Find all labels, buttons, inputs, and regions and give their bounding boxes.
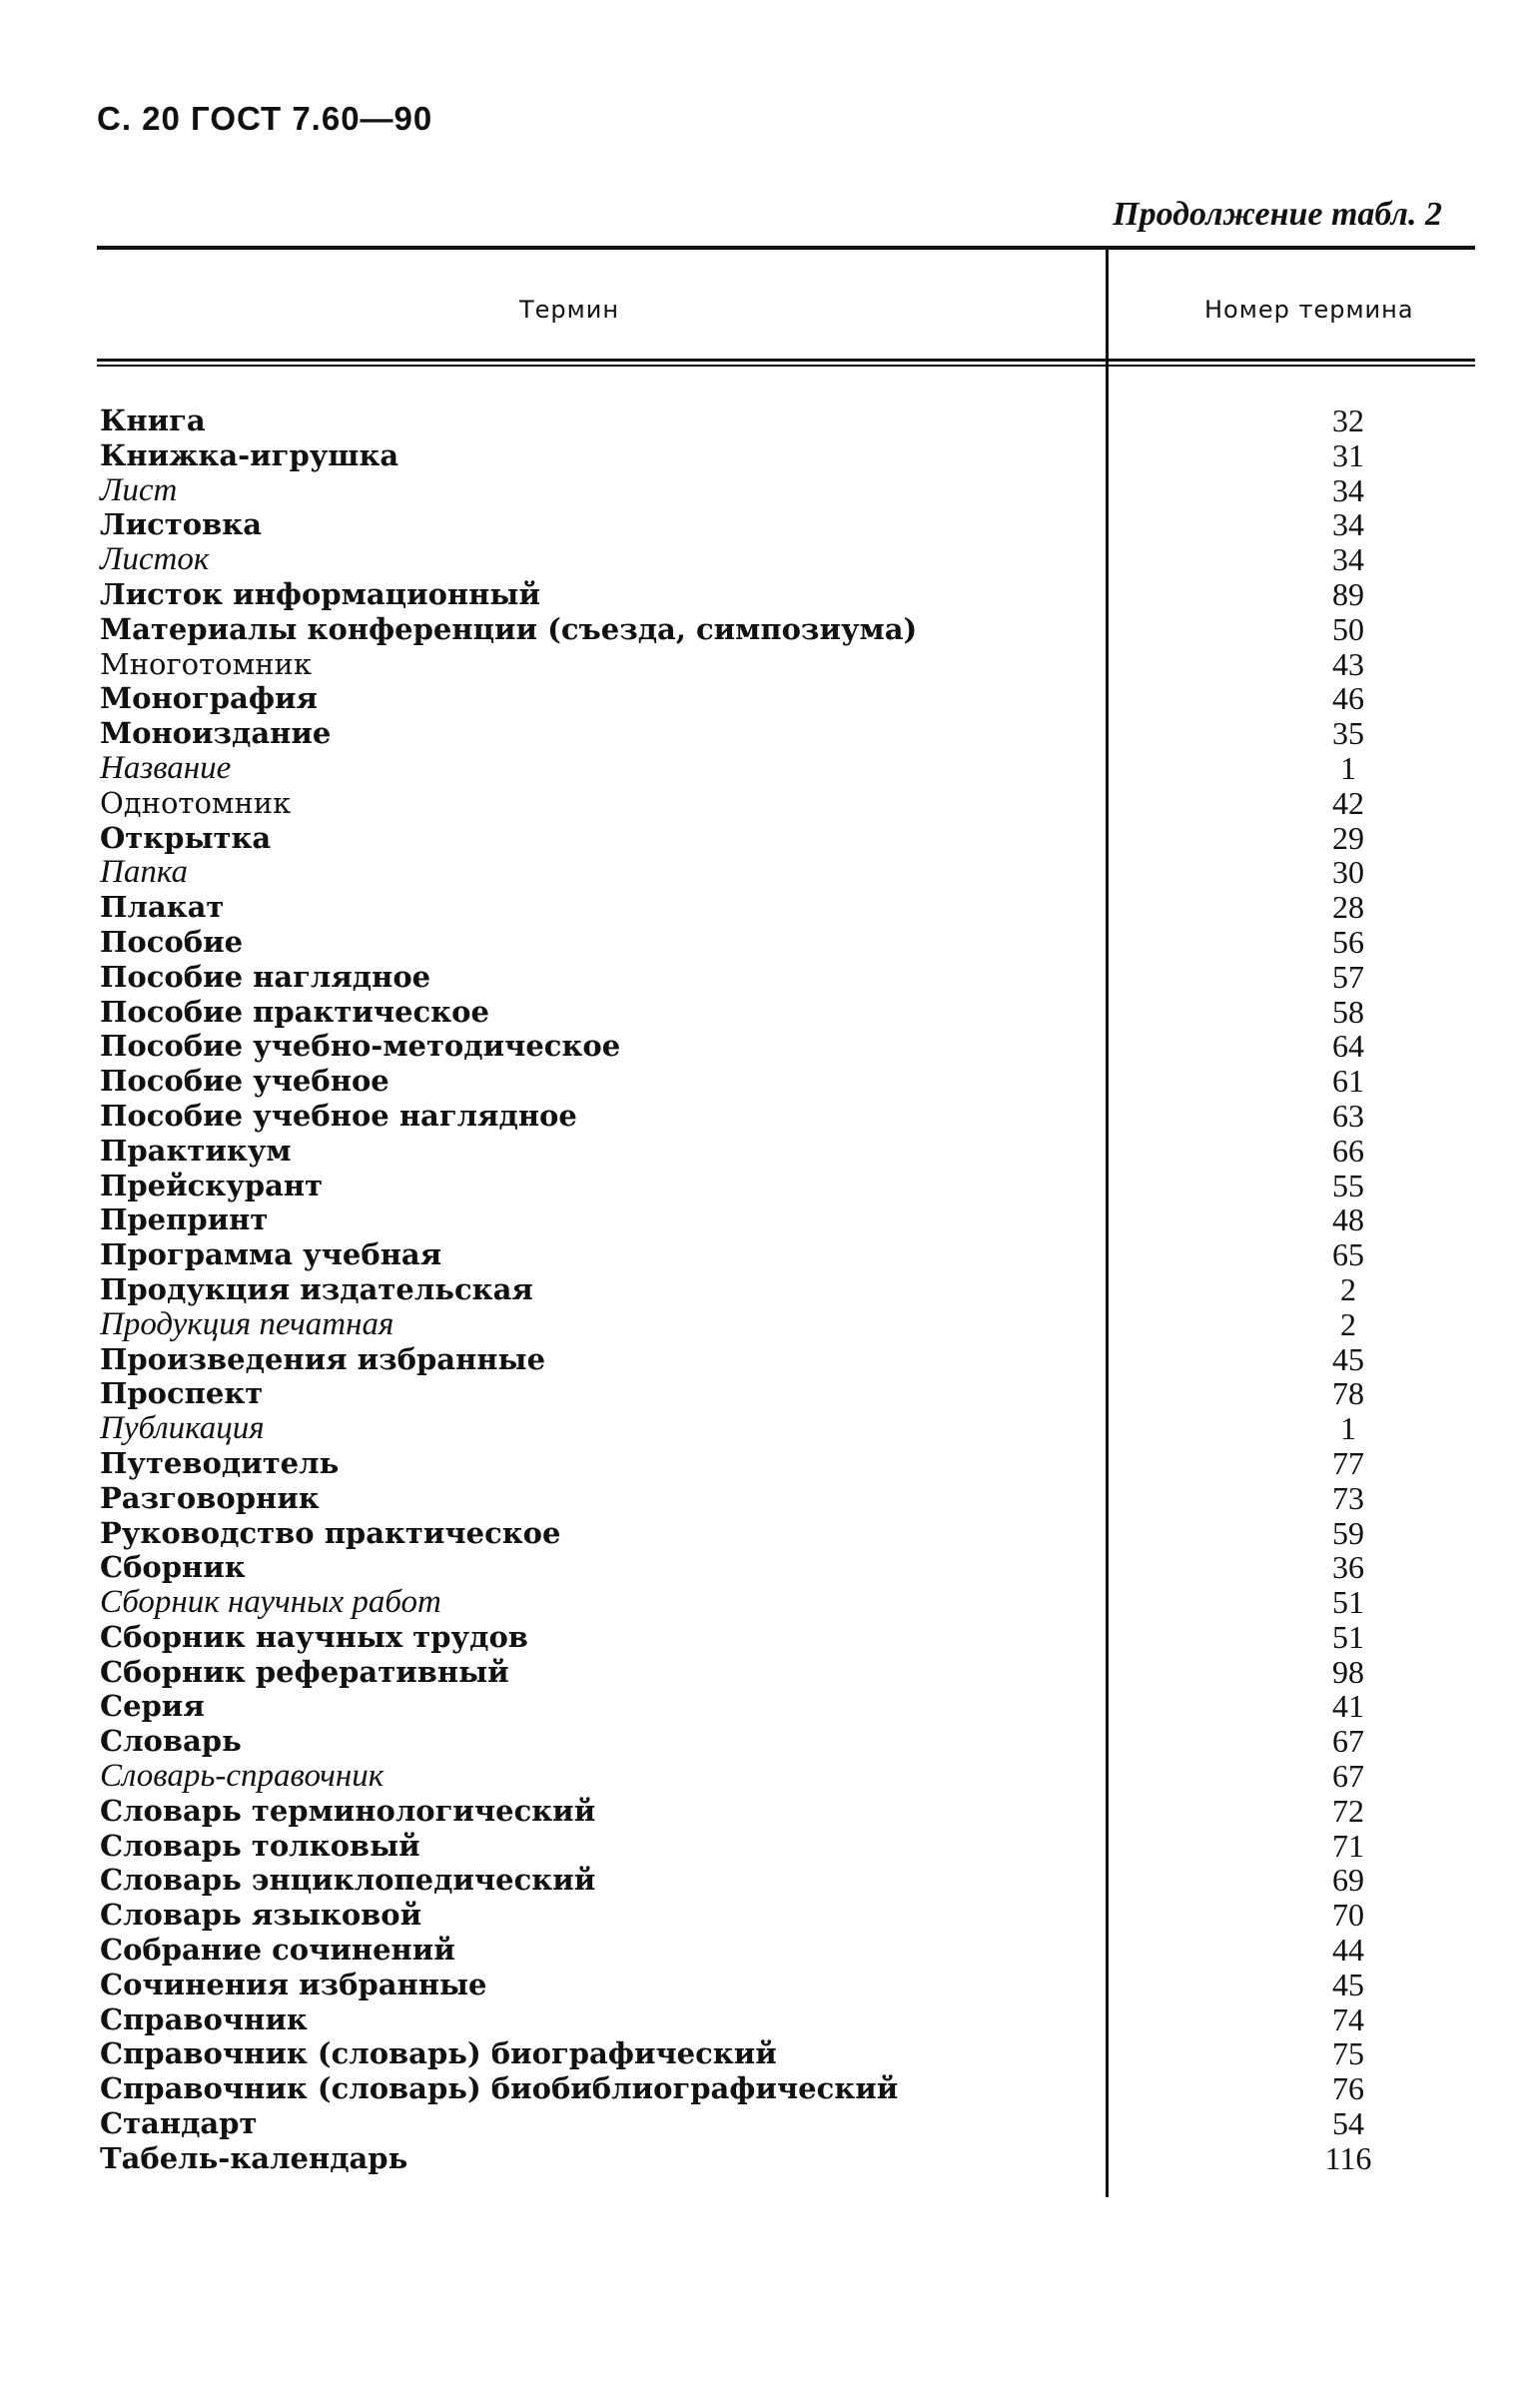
table-row [100, 1029, 1418, 1064]
term-number-cell: 2 [1340, 1270, 1356, 1307]
term-number-cell: 50 [1332, 610, 1364, 647]
term-cell: Папка [100, 854, 188, 891]
term-cell: Монография [100, 681, 318, 716]
term-number-cell: 2 [1340, 1305, 1356, 1342]
term-cell: Многотомник [100, 646, 312, 681]
term-number-cell: 48 [1332, 1201, 1364, 1238]
table-row [100, 1169, 1418, 1203]
term-number-cell: 66 [1332, 1132, 1364, 1169]
term-cell: Табель-календарь [100, 2140, 408, 2175]
term-cell: Стандарт [100, 2106, 258, 2141]
term-cell: Книжка-игрушка [100, 437, 399, 472]
table-row [100, 1307, 1418, 1342]
table-row [100, 1933, 1418, 1968]
table-row [100, 2002, 1418, 2037]
table-row [100, 821, 1418, 856]
term-number-cell: 67 [1332, 1723, 1364, 1760]
term-number-cell: 70 [1332, 1897, 1364, 1934]
table-row [100, 403, 1418, 438]
table-row [100, 438, 1418, 473]
table-row [100, 1202, 1418, 1237]
term-number-cell: 1 [1340, 1410, 1356, 1447]
term-number-cell: 51 [1332, 1618, 1364, 1655]
column-header-term: Термин [519, 296, 620, 324]
table-row [100, 1863, 1418, 1898]
term-number-cell: 35 [1332, 715, 1364, 752]
term-cell: Сборник реферативный [100, 1654, 509, 1689]
term-cell: Сборник [100, 1550, 246, 1585]
term-number-cell: 65 [1332, 1236, 1364, 1273]
term-cell: Открытка [100, 820, 272, 855]
table-row [100, 1689, 1418, 1724]
table-row [100, 1134, 1418, 1169]
term-number-cell: 44 [1332, 1932, 1364, 1969]
term-number-cell: 41 [1332, 1688, 1364, 1725]
table-row [100, 542, 1418, 577]
term-number-cell: 58 [1332, 993, 1364, 1030]
term-cell: Словарь языковой [100, 1898, 422, 1933]
table-row [100, 1446, 1418, 1481]
term-number-cell: 43 [1332, 645, 1364, 682]
term-number-cell: 67 [1332, 1758, 1364, 1795]
term-number-cell: 75 [1332, 2035, 1364, 2072]
column-header-number: Номер термина [1204, 296, 1414, 324]
table-row [100, 2106, 1418, 2141]
term-cell: Сборник научных трудов [100, 1619, 528, 1654]
table-row [100, 855, 1418, 890]
term-cell: Листовка [100, 507, 263, 542]
table-row [100, 1655, 1418, 1690]
term-cell: Пособие [100, 924, 244, 959]
table-row [100, 1724, 1418, 1759]
term-cell: Руководство практическое [100, 1515, 561, 1550]
term-number-cell: 63 [1332, 1097, 1364, 1134]
term-number-cell: 1 [1340, 749, 1356, 786]
table-row [100, 1898, 1418, 1933]
term-number-cell: 89 [1332, 575, 1364, 612]
header-divider-rule-2 [97, 365, 1475, 367]
term-cell: Листок [100, 541, 210, 578]
term-cell: Название [100, 749, 232, 786]
table-row [100, 1794, 1418, 1829]
table-row [100, 1411, 1418, 1446]
table-row [100, 1237, 1418, 1272]
table-row [100, 1585, 1418, 1620]
table-row [100, 1968, 1418, 2002]
term-cell: Словарь толковый [100, 1828, 420, 1863]
term-number-cell: 42 [1332, 784, 1364, 821]
term-number-cell: 61 [1332, 1063, 1364, 1100]
table-row [100, 577, 1418, 612]
table-row [100, 960, 1418, 995]
term-cell: Публикация [100, 1410, 265, 1447]
term-cell: Плакат [100, 890, 225, 925]
term-number-cell: 54 [1332, 2105, 1364, 2142]
term-table-body [100, 403, 1418, 2176]
term-number-cell: 64 [1332, 1028, 1364, 1065]
term-cell: Справочник (словарь) биобиблиографический [100, 2071, 899, 2106]
table-row [100, 2141, 1418, 2176]
term-number-cell: 31 [1332, 436, 1364, 473]
term-cell: Разговорник [100, 1480, 320, 1515]
table-row [100, 786, 1418, 821]
table-row [100, 925, 1418, 960]
term-number-cell: 30 [1332, 854, 1364, 891]
term-number-cell: 76 [1332, 2070, 1364, 2107]
table-continuation-label: Продолжение табл. 2 [1113, 196, 1442, 233]
term-cell: Книга [100, 403, 206, 437]
term-cell: Словарь терминологический [100, 1793, 596, 1828]
table-row [100, 473, 1418, 508]
term-cell: Путеводитель [100, 1445, 340, 1480]
term-cell: Сочинения избранные [100, 1967, 487, 2001]
table-row [100, 1272, 1418, 1307]
term-cell: Серия [100, 1689, 205, 1724]
term-cell: Справочник [100, 2001, 308, 2036]
table-row [100, 612, 1418, 647]
table-row [100, 1481, 1418, 1516]
term-cell: Пособие наглядное [100, 959, 431, 994]
term-cell: Материалы конференции (съезда, симпозиума) [100, 611, 918, 646]
term-number-cell: 77 [1332, 1444, 1364, 1481]
table-row [100, 2071, 1418, 2106]
table-row [100, 716, 1418, 751]
table-row [100, 1550, 1418, 1585]
term-number-cell: 46 [1332, 680, 1364, 717]
term-cell: Словарь-справочник [100, 1758, 385, 1795]
term-number-cell: 71 [1332, 1827, 1364, 1864]
term-number-cell: 34 [1332, 506, 1364, 543]
term-cell: Лист [100, 471, 178, 508]
table-row [100, 890, 1418, 925]
term-number-cell: 59 [1332, 1514, 1364, 1551]
term-number-cell: 69 [1332, 1862, 1364, 1899]
term-cell: Пособие учебно-методическое [100, 1029, 621, 1064]
table-row [100, 1342, 1418, 1377]
page-header: С. 20 ГОСТ 7.60—90 [97, 100, 433, 137]
term-cell: Собрание сочинений [100, 1933, 455, 1968]
table-row [100, 681, 1418, 716]
term-number-cell: 32 [1332, 402, 1364, 438]
term-number-cell: 28 [1332, 889, 1364, 926]
term-number-cell: 45 [1332, 1966, 1364, 2002]
term-cell: Программа учебная [100, 1237, 442, 1272]
term-number-cell: 34 [1332, 541, 1364, 578]
term-number-cell: 45 [1332, 1340, 1364, 1377]
term-cell: Словарь [100, 1724, 242, 1759]
term-number-cell: 56 [1332, 923, 1364, 960]
table-row [100, 995, 1418, 1030]
term-cell: Прейскурант [100, 1168, 324, 1202]
term-cell: Справочник (словарь) биографический [100, 2036, 777, 2071]
term-cell: Пособие практическое [100, 994, 489, 1029]
table-row [100, 1064, 1418, 1099]
term-cell: Пособие учебное [100, 1064, 389, 1099]
term-number-cell: 72 [1332, 1792, 1364, 1829]
header-divider-rule [97, 359, 1475, 362]
table-row [100, 1099, 1418, 1134]
term-cell: Проспект [100, 1376, 264, 1411]
term-number-cell: 98 [1332, 1653, 1364, 1690]
term-number-cell: 29 [1332, 819, 1364, 856]
term-cell: Листок информационный [100, 576, 540, 611]
term-cell: Произведения избранные [100, 1341, 546, 1376]
term-number-cell: 51 [1332, 1584, 1364, 1621]
term-number-cell: 36 [1332, 1549, 1364, 1586]
term-cell: Однотомник [100, 785, 292, 820]
term-number-cell: 57 [1332, 958, 1364, 995]
table-row [100, 1759, 1418, 1794]
term-number-cell: 34 [1332, 471, 1364, 508]
term-number-cell: 74 [1332, 2000, 1364, 2037]
term-number-cell: 73 [1332, 1479, 1364, 1516]
term-cell: Продукция печатная [100, 1305, 394, 1342]
term-cell: Словарь энциклопедический [100, 1863, 596, 1898]
term-number-cell: 78 [1332, 1375, 1364, 1412]
term-number-cell: 116 [1324, 2139, 1372, 2176]
term-number-cell: 55 [1332, 1167, 1364, 1203]
table-row [100, 1620, 1418, 1655]
term-cell: Практикум [100, 1133, 292, 1168]
term-cell: Продукция издательская [100, 1271, 533, 1306]
term-cell: Сборник научных работ [100, 1584, 441, 1621]
table-row [100, 507, 1418, 542]
table-top-rule [97, 246, 1475, 250]
table-row [100, 1829, 1418, 1864]
term-cell: Препринт [100, 1202, 269, 1237]
table-row [100, 647, 1418, 682]
table-row [100, 1376, 1418, 1411]
table-row [100, 751, 1418, 786]
table-row [100, 1516, 1418, 1551]
term-cell: Моноиздание [100, 716, 332, 751]
term-cell: Пособие учебное наглядное [100, 1098, 577, 1133]
table-row [100, 2036, 1418, 2071]
